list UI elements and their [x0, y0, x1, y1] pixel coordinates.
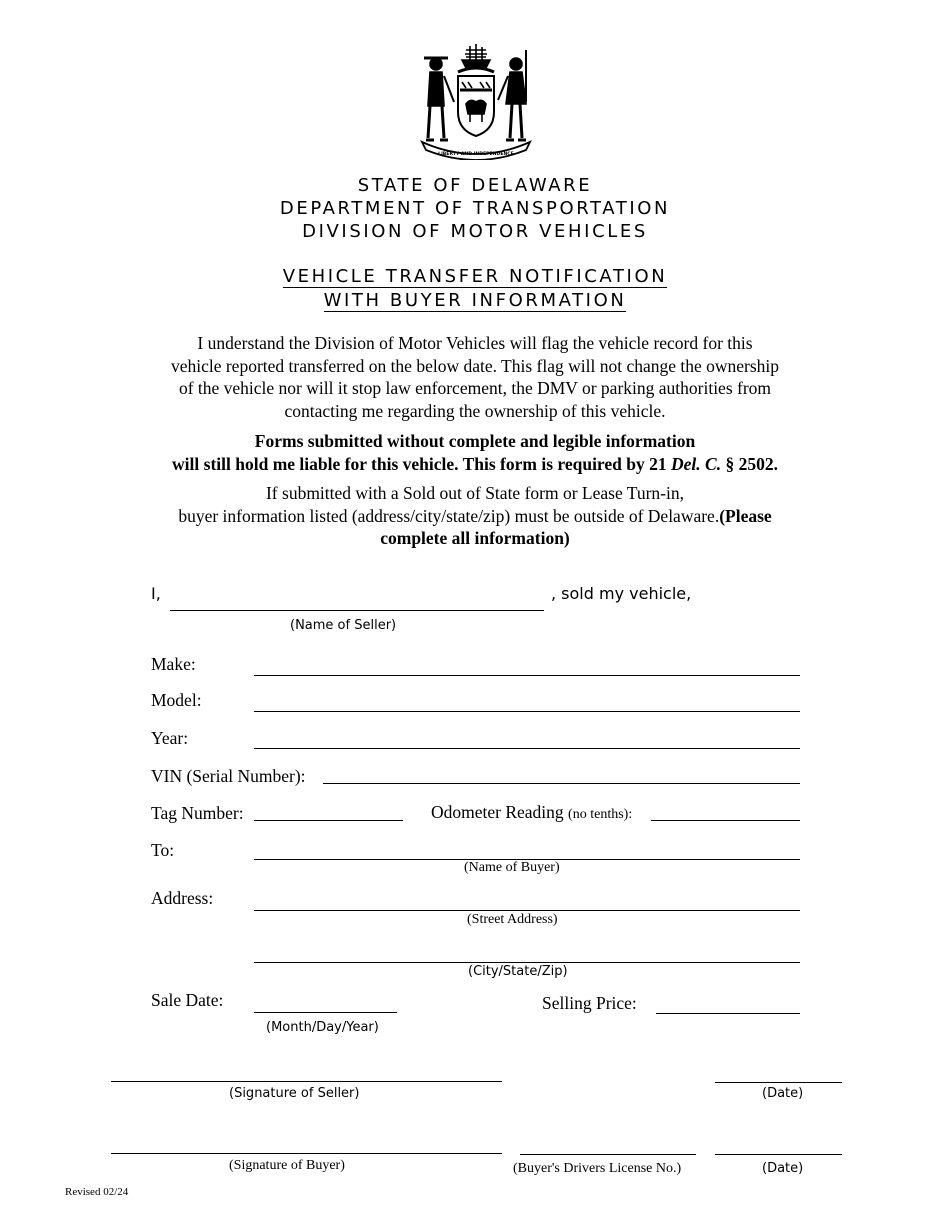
intro-paragraph-2 [0, 430, 950, 475]
seller-date-hint: (Date) [762, 1086, 804, 1101]
header [0, 174, 950, 243]
seller-name-hint: (Name of Seller) [290, 618, 397, 633]
model-label: Model: [151, 690, 202, 710]
city-state-zip-hint: (City/State/Zip) [468, 964, 568, 979]
street-address-hint: (Street Address) [467, 912, 558, 927]
selling-price-field[interactable] [656, 1013, 800, 1014]
sale-date-field[interactable] [254, 1012, 397, 1013]
to-label: To: [151, 840, 175, 860]
odometer-hint: (no tenths): [568, 807, 633, 822]
buyer-signature-field[interactable] [111, 1153, 502, 1154]
intro-line: vehicle reported transferred on the below date. This flag will not change the ownership [170, 355, 780, 376]
intro-line: Forms submitted without complete and legible information [254, 431, 696, 451]
buyer-date-field[interactable] [715, 1154, 842, 1155]
revision-note: Revised 02/24 [65, 1186, 129, 1198]
title-line-2: WITH BUYER INFORMATION [323, 290, 627, 311]
city-state-zip-field[interactable] [254, 962, 800, 963]
model-field[interactable] [254, 711, 800, 712]
vin-field[interactable] [323, 783, 800, 784]
buyer-date-hint: (Date) [762, 1161, 804, 1176]
title-line-1: VEHICLE TRANSFER NOTIFICATION [282, 266, 668, 287]
year-label: Year: [151, 728, 189, 748]
header-division: DIVISION OF MOTOR VEHICLES [302, 221, 648, 242]
selling-price-label: Selling Price: [542, 993, 637, 1013]
seller-suffix: , sold my vehicle, [551, 584, 692, 603]
seller-date-field[interactable] [715, 1082, 842, 1083]
street-address-field[interactable] [254, 910, 800, 911]
address-label: Address: [151, 888, 214, 908]
buyer-license-hint: (Buyer's Drivers License No.) [513, 1161, 682, 1176]
seller-signature-hint: (Signature of Seller) [229, 1086, 360, 1101]
intro-line: contacting me regarding the ownership of this vehicle. [284, 400, 666, 421]
make-label: Make: [151, 654, 196, 674]
odometer-field[interactable] [651, 820, 800, 821]
odometer-label: Odometer Reading (no tenths): [431, 802, 633, 822]
tag-field[interactable] [254, 820, 403, 821]
delaware-seal-image [414, 42, 538, 160]
sale-date-label: Sale Date: [151, 990, 224, 1010]
intro-line: I understand the Division of Motor Vehicles will flag the vehicle record for this [197, 333, 753, 353]
intro-line: will still hold me liable for this vehicle. This form is required by 21 Del. C. § 2502. [172, 453, 778, 474]
seal-motto: LIBERTY AND INDEPENDENCE [438, 152, 514, 157]
buyer-name-hint: (Name of Buyer) [464, 860, 560, 875]
seller-signature-field[interactable] [111, 1081, 502, 1082]
seller-name-field[interactable] [170, 610, 544, 611]
make-field[interactable] [254, 675, 800, 676]
header-state: STATE OF DELAWARE [357, 175, 593, 196]
intro-line: buyer information listed (address/city/state/zip) must be outside of Delaware.(Please [178, 505, 772, 526]
intro-paragraph-1 [0, 332, 950, 422]
year-field[interactable] [254, 748, 800, 749]
seller-prefix: I, [151, 584, 161, 603]
buyer-signature-hint: (Signature of Buyer) [229, 1158, 345, 1173]
buyer-license-field[interactable] [520, 1154, 696, 1155]
intro-paragraph-3 [0, 482, 950, 550]
intro-line: If submitted with a Sold out of State form or Lease Turn-in, [265, 483, 684, 503]
tag-label: Tag Number: [151, 803, 244, 823]
intro-line: of the vehicle nor will it stop law enforcement, the DMV or parking authorities from [178, 378, 772, 398]
vin-label: VIN (Serial Number): [151, 766, 306, 786]
form-title [0, 266, 950, 312]
intro-line: complete all information) [380, 528, 570, 548]
header-department: DEPARTMENT OF TRANSPORTATION [279, 198, 671, 219]
sale-date-hint: (Month/Day/Year) [266, 1020, 379, 1035]
